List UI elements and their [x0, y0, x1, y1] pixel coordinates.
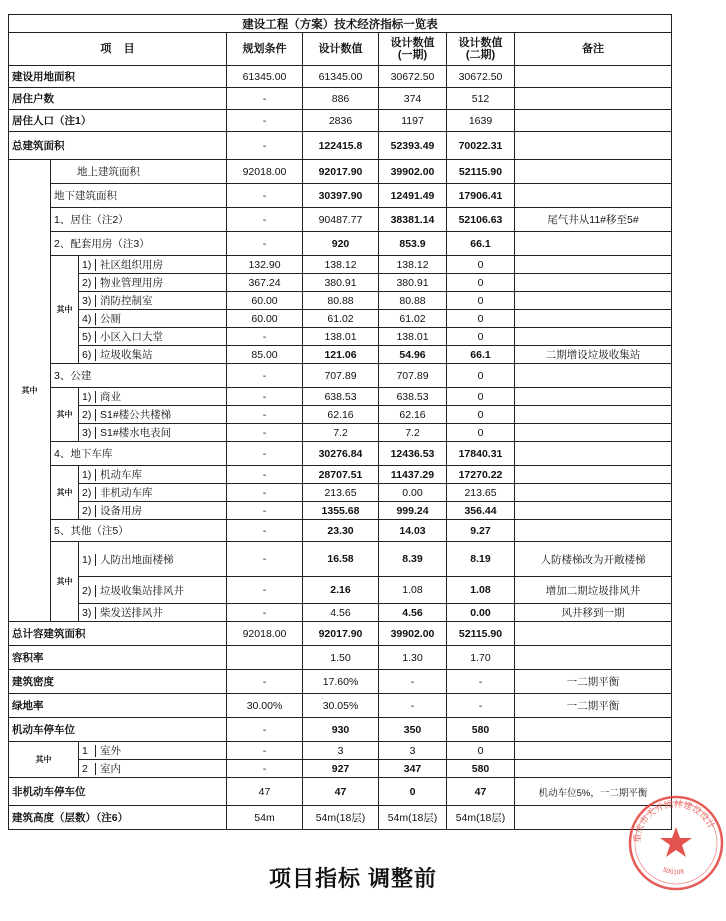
cell-note: [515, 110, 672, 132]
cell-phase2: 0: [447, 310, 515, 328]
cell-design: 122415.8: [303, 132, 379, 160]
cell-plan: 47: [227, 778, 303, 806]
cell-phase1: 1.08: [379, 577, 447, 604]
row-label: [79, 346, 227, 364]
cell-note: [515, 184, 672, 208]
cell-plan: -: [227, 542, 303, 577]
cell-phase2: 66.1: [447, 232, 515, 256]
row-label: [79, 406, 227, 424]
table-row: [9, 310, 672, 328]
row-label-text: 室外: [100, 745, 121, 757]
row-label-text: 公厕: [100, 313, 121, 325]
cell-design: 47: [303, 778, 379, 806]
table-row: [9, 670, 672, 694]
cell-note: [515, 718, 672, 742]
cell-design: 17.60%: [303, 670, 379, 694]
cell-plan: -: [227, 132, 303, 160]
table-row: [9, 718, 672, 742]
table-row: [9, 274, 672, 292]
cell-plan: -: [227, 208, 303, 232]
row-label: 1、居住（注2）: [51, 208, 227, 232]
row-label: [79, 424, 227, 442]
cell-note: [515, 646, 672, 670]
table-row: [9, 232, 672, 256]
cell-plan: -: [227, 88, 303, 110]
cell-phase2: 17270.22: [447, 466, 515, 484]
cell-phase2: 580: [447, 760, 515, 778]
cell-phase2: -: [447, 670, 515, 694]
cell-note: [515, 274, 672, 292]
cell-note: 机动车位5%，一二期平衡: [515, 778, 672, 806]
row-label: [79, 310, 227, 328]
row-label: [79, 502, 227, 520]
cell-note: [515, 442, 672, 466]
cell-phase1: -: [379, 694, 447, 718]
cell-design: 638.53: [303, 388, 379, 406]
cell-phase2: 54m(18层): [447, 806, 515, 830]
row-label: 居住户数: [9, 88, 227, 110]
row-label: [79, 292, 227, 310]
cell-note: [515, 520, 672, 542]
table-row: [9, 346, 672, 364]
cell-note: [515, 742, 672, 760]
row-label: 2、配套用房（注3）: [51, 232, 227, 256]
header-note: 备注: [515, 33, 672, 66]
cell-design: 1.50: [303, 646, 379, 670]
title-row: [9, 15, 672, 33]
cell-phase2: 0: [447, 424, 515, 442]
page-caption: 项目指标 调整前: [268, 866, 438, 891]
cell-note: 风井移到一期: [515, 604, 672, 622]
group-label-qizhong: 其中: [9, 160, 51, 622]
cell-phase1: 39902.00: [379, 160, 447, 184]
cell-phase1: 374: [379, 88, 447, 110]
cell-note: [515, 760, 672, 778]
row-number: 2): [82, 505, 96, 517]
cell-design: 4.56: [303, 604, 379, 622]
row-label-text: 室内: [100, 763, 121, 775]
cell-note: [515, 622, 672, 646]
row-label: [79, 466, 227, 484]
table-row: [9, 388, 672, 406]
cell-phase1: 8.39: [379, 542, 447, 577]
row-label: [79, 577, 227, 604]
cell-plan: 85.00: [227, 346, 303, 364]
table-row: [9, 132, 672, 160]
cell-phase1: 380.91: [379, 274, 447, 292]
table-row: [9, 184, 672, 208]
table-row: [9, 208, 672, 232]
table-row: [9, 542, 672, 577]
row-label: 建筑密度: [9, 670, 227, 694]
cell-design: 138.01: [303, 328, 379, 346]
row-number: 3): [82, 607, 96, 619]
cell-note: 一二期平衡: [515, 694, 672, 718]
cell-phase2: 70022.31: [447, 132, 515, 160]
cell-phase1: 14.03: [379, 520, 447, 542]
table-row: [9, 328, 672, 346]
row-label-text: 机动车库: [100, 469, 142, 481]
cell-plan: [227, 646, 303, 670]
table-row: [9, 160, 672, 184]
cell-design: 138.12: [303, 256, 379, 274]
cell-phase1: 4.56: [379, 604, 447, 622]
parking-group-label-qizhong: 其中: [9, 742, 79, 778]
indicator-sheet: [8, 14, 671, 830]
cell-phase2: 52115.90: [447, 622, 515, 646]
cell-plan: -: [227, 577, 303, 604]
cell-note: [515, 406, 672, 424]
cell-note: 增加二期垃圾排风井: [515, 577, 672, 604]
cell-design: 28707.51: [303, 466, 379, 484]
cell-phase1: 80.88: [379, 292, 447, 310]
cell-phase1: 12436.53: [379, 442, 447, 466]
table-row: [9, 622, 672, 646]
row-label: 总计容建筑面积: [9, 622, 227, 646]
cell-design: 707.89: [303, 364, 379, 388]
cell-phase1: 52393.49: [379, 132, 447, 160]
cell-phase1: 7.2: [379, 424, 447, 442]
row-number: 2): [82, 277, 96, 289]
cell-plan: -: [227, 424, 303, 442]
cell-phase1: 1197: [379, 110, 447, 132]
cell-plan: -: [227, 520, 303, 542]
cell-plan: 92018.00: [227, 622, 303, 646]
cell-phase2: 0.00: [447, 604, 515, 622]
cell-note: 二期增设垃圾收集站: [515, 346, 672, 364]
cell-phase2: 0: [447, 328, 515, 346]
cell-phase1: 1.30: [379, 646, 447, 670]
seal-text: 重庆市天开园林建设设计: [632, 799, 716, 844]
cell-phase1: 38381.14: [379, 208, 447, 232]
cell-phase2: 66.1: [447, 346, 515, 364]
cell-phase2: 580: [447, 718, 515, 742]
cell-plan: -: [227, 406, 303, 424]
cell-plan: -: [227, 604, 303, 622]
row-label: 地上建筑面积: [51, 160, 227, 184]
table-row: [9, 502, 672, 520]
row-label-text: 小区入口大堂: [100, 331, 163, 343]
row-label: [79, 542, 227, 577]
cell-phase1: 61.02: [379, 310, 447, 328]
cell-plan: -: [227, 328, 303, 346]
table-row: [9, 484, 672, 502]
subgroup-label-qizhong: 其中: [51, 388, 79, 442]
cell-phase1: 350: [379, 718, 447, 742]
row-label: [79, 604, 227, 622]
row-number: 1): [82, 554, 96, 566]
row-label-text: 商业: [100, 391, 121, 403]
table-row: [9, 88, 672, 110]
cell-phase2: 1.70: [447, 646, 515, 670]
cell-design: 54m(18层): [303, 806, 379, 830]
table-row: [9, 424, 672, 442]
cell-design: 61345.00: [303, 66, 379, 88]
cell-phase2: 8.19: [447, 542, 515, 577]
indicator-table: [8, 14, 672, 830]
cell-design: 2.16: [303, 577, 379, 604]
cell-phase2: 213.65: [447, 484, 515, 502]
row-label: [79, 388, 227, 406]
cell-design: 886: [303, 88, 379, 110]
row-label: 非机动车停车位: [9, 778, 227, 806]
cell-phase1: 347: [379, 760, 447, 778]
row-number: 1): [82, 469, 96, 481]
cell-note: [515, 466, 672, 484]
cell-design: 3: [303, 742, 379, 760]
cell-plan: -: [227, 110, 303, 132]
table-row: [9, 760, 672, 778]
table-row: [9, 292, 672, 310]
cell-phase2: 52115.90: [447, 160, 515, 184]
cell-design: 16.58: [303, 542, 379, 577]
cell-phase2: 0: [447, 256, 515, 274]
row-label-text: S1#楼水电表间: [100, 427, 172, 439]
cell-note: [515, 256, 672, 274]
cell-phase1: 39902.00: [379, 622, 447, 646]
row-label: 4、地下车库: [51, 442, 227, 466]
header-row: [9, 33, 672, 66]
cell-plan: -: [227, 388, 303, 406]
row-label: 5、其他（注5）: [51, 520, 227, 542]
cell-design: 121.06: [303, 346, 379, 364]
row-label-text: 垃圾收集站排风井: [100, 584, 184, 597]
cell-design: 23.30: [303, 520, 379, 542]
cell-plan: -: [227, 484, 303, 502]
row-label: [79, 274, 227, 292]
row-number: 5): [82, 331, 96, 343]
cell-plan: 54m: [227, 806, 303, 830]
cell-note: [515, 88, 672, 110]
cell-plan: -: [227, 670, 303, 694]
row-label-text: 非机动车库: [100, 487, 153, 499]
row-label: 3、公建: [51, 364, 227, 388]
cell-plan: -: [227, 742, 303, 760]
header-plan: 规划条件: [227, 33, 303, 66]
cell-phase2: 512: [447, 88, 515, 110]
cell-design: 930: [303, 718, 379, 742]
cell-note: 尾气井从11#移至5#: [515, 208, 672, 232]
row-label: 建筑高度（层数）（注6）: [9, 806, 227, 830]
cell-phase2: -: [447, 694, 515, 718]
row-label: 容积率: [9, 646, 227, 670]
cell-note: [515, 328, 672, 346]
cell-design: 62.16: [303, 406, 379, 424]
row-label: 机动车停车位: [9, 718, 227, 742]
row-label-text: 柴发送排风井: [100, 607, 163, 619]
cell-phase2: 17840.31: [447, 442, 515, 466]
row-label-text: 设备用房: [100, 505, 142, 517]
cell-phase1: 11437.29: [379, 466, 447, 484]
row-label: [79, 328, 227, 346]
row-label: [79, 760, 227, 778]
row-number: 2): [82, 409, 96, 421]
cell-design: 92017.90: [303, 622, 379, 646]
cell-plan: 92018.00: [227, 160, 303, 184]
row-label: 居住人口（注1）: [9, 110, 227, 132]
seal-number: 500108: [661, 866, 685, 877]
subgroup-label-qizhong: 其中: [51, 542, 79, 622]
cell-phase1: 62.16: [379, 406, 447, 424]
cell-design: 7.2: [303, 424, 379, 442]
cell-phase1: 138.01: [379, 328, 447, 346]
header-phase1: 设计数值 (一期): [379, 33, 447, 66]
row-number: 3): [82, 427, 96, 439]
row-label: [79, 256, 227, 274]
table-row: [9, 806, 672, 830]
cell-phase2: 356.44: [447, 502, 515, 520]
cell-phase1: 0.00: [379, 484, 447, 502]
header-phase2: 设计数值 (二期): [447, 33, 515, 66]
cell-note: [515, 364, 672, 388]
table-row: [9, 742, 672, 760]
cell-phase1: 0: [379, 778, 447, 806]
table-title: 建设工程（方案）技术经济指标一览表: [9, 15, 672, 33]
cell-design: 30.05%: [303, 694, 379, 718]
cell-plan: 61345.00: [227, 66, 303, 88]
cell-phase2: 0: [447, 388, 515, 406]
cell-phase1: 12491.49: [379, 184, 447, 208]
cell-plan: -: [227, 442, 303, 466]
cell-phase1: -: [379, 670, 447, 694]
cell-phase2: 1.08: [447, 577, 515, 604]
header-design: 设计数值: [303, 33, 379, 66]
cell-note: [515, 160, 672, 184]
cell-plan: -: [227, 364, 303, 388]
row-label-text: 人防出地面楼梯: [100, 553, 174, 566]
cell-note: [515, 132, 672, 160]
table-row: [9, 406, 672, 424]
cell-plan: -: [227, 502, 303, 520]
cell-phase2: 47: [447, 778, 515, 806]
cell-design: 80.88: [303, 292, 379, 310]
cell-phase2: 0: [447, 364, 515, 388]
cell-design: 30276.84: [303, 442, 379, 466]
cell-phase1: 853.9: [379, 232, 447, 256]
cell-design: 90487.77: [303, 208, 379, 232]
row-label-text: S1#楼公共楼梯: [100, 409, 172, 421]
cell-phase2: 17906.41: [447, 184, 515, 208]
table-row: [9, 646, 672, 670]
cell-note: 人防楼梯改为开敞楼梯: [515, 542, 672, 577]
row-number: 6): [82, 349, 96, 361]
cell-phase2: 0: [447, 742, 515, 760]
cell-phase1: 999.24: [379, 502, 447, 520]
row-label: [79, 742, 227, 760]
row-label: 地下建筑面积: [51, 184, 227, 208]
row-number: 3): [82, 295, 96, 307]
row-label: 建设用地面积: [9, 66, 227, 88]
cell-plan: -: [227, 760, 303, 778]
cell-phase1: 3: [379, 742, 447, 760]
cell-plan: -: [227, 232, 303, 256]
cell-phase1: 54m(18层): [379, 806, 447, 830]
row-number: 2): [82, 487, 96, 499]
row-label: 总建筑面积: [9, 132, 227, 160]
cell-plan: 367.24: [227, 274, 303, 292]
table-row: [9, 442, 672, 466]
table-row: [9, 778, 672, 806]
cell-design: 61.02: [303, 310, 379, 328]
table-row: [9, 694, 672, 718]
row-label: [79, 484, 227, 502]
row-number: 2): [82, 585, 96, 597]
table-row: [9, 520, 672, 542]
table-row: [9, 256, 672, 274]
cell-phase2: 52106.63: [447, 208, 515, 232]
cell-plan: 132.90: [227, 256, 303, 274]
row-number: 1): [82, 259, 96, 271]
table-row: [9, 466, 672, 484]
cell-phase2: 30672.50: [447, 66, 515, 88]
subgroup-label-qizhong: 其中: [51, 466, 79, 520]
cell-phase1: 54.96: [379, 346, 447, 364]
cell-phase2: 0: [447, 292, 515, 310]
cell-design: 92017.90: [303, 160, 379, 184]
cell-note: [515, 484, 672, 502]
row-label: 绿地率: [9, 694, 227, 718]
row-label-text: 物业管理用房: [100, 277, 163, 289]
cell-note: [515, 424, 672, 442]
table-row: [9, 604, 672, 622]
row-label-text: 垃圾收集站: [100, 349, 153, 361]
cell-phase1: 138.12: [379, 256, 447, 274]
row-label-text: 消防控制室: [100, 295, 153, 307]
cell-phase2: 0: [447, 406, 515, 424]
star-seal-icon: [626, 793, 726, 893]
cell-phase1: 638.53: [379, 388, 447, 406]
table-row: [9, 110, 672, 132]
cell-note: [515, 66, 672, 88]
cell-plan: 60.00: [227, 310, 303, 328]
cell-plan: -: [227, 184, 303, 208]
row-number: 4): [82, 313, 96, 325]
cell-note: [515, 292, 672, 310]
cell-phase1: 707.89: [379, 364, 447, 388]
cell-note: [515, 310, 672, 328]
cell-plan: 60.00: [227, 292, 303, 310]
cell-note: [515, 232, 672, 256]
cell-phase1: 30672.50: [379, 66, 447, 88]
cell-design: 30397.90: [303, 184, 379, 208]
cell-note: [515, 502, 672, 520]
cell-design: 380.91: [303, 274, 379, 292]
cell-design: 920: [303, 232, 379, 256]
cell-plan: 30.00%: [227, 694, 303, 718]
row-number: 1: [82, 745, 96, 757]
cell-design: 2836: [303, 110, 379, 132]
cell-design: 927: [303, 760, 379, 778]
table-row: [9, 364, 672, 388]
table-row: [9, 577, 672, 604]
table-row: [9, 66, 672, 88]
row-number: 2: [82, 763, 96, 775]
cell-note: 一二期平衡: [515, 670, 672, 694]
cell-phase2: 1639: [447, 110, 515, 132]
cell-phase2: 0: [447, 274, 515, 292]
row-label-text: 社区组织用房: [100, 259, 163, 271]
cell-design: 213.65: [303, 484, 379, 502]
cell-design: 1355.68: [303, 502, 379, 520]
cell-plan: -: [227, 718, 303, 742]
cell-phase2: 9.27: [447, 520, 515, 542]
cell-plan: -: [227, 466, 303, 484]
cell-note: [515, 388, 672, 406]
row-number: 1): [82, 391, 96, 403]
header-item: 项 目: [9, 33, 227, 66]
subgroup-label-qizhong: 其中: [51, 256, 79, 364]
